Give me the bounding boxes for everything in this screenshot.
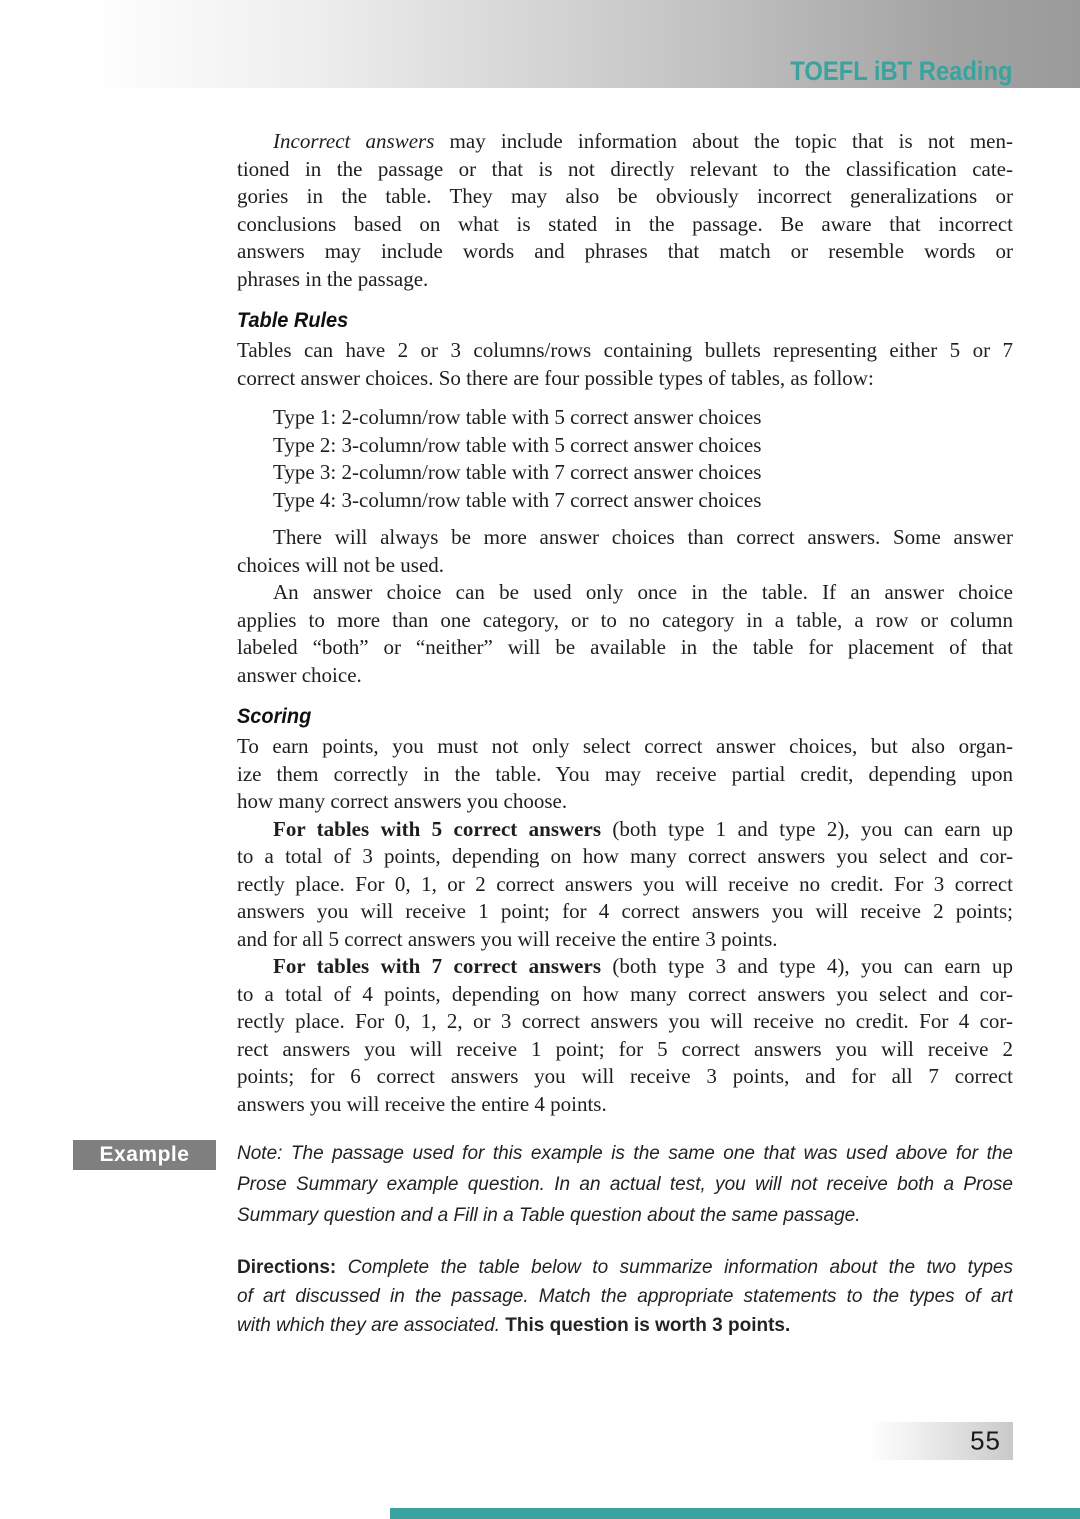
text-line: Summary question and a Fill in a Table question about the same passage. (237, 1205, 861, 1226)
page-number: 55 (970, 1425, 1001, 1456)
paragraph (237, 816, 1013, 954)
text-line: rectly place. For 0, 1, or 2 correct answers you will receive no credit. For 3 correct (237, 871, 1013, 896)
footer-accent-bar (390, 1508, 1080, 1519)
example-section (0, 1138, 1080, 1231)
text-line: points; for 6 correct answers you will receive 3 points, and for all 7 correct (237, 1064, 1013, 1088)
text-line: labeled “both” or “neither” will be available in the table for placement of that (237, 635, 1013, 659)
paragraph (237, 733, 1013, 816)
example-label-box (73, 1140, 216, 1170)
directions-text (237, 1253, 1013, 1340)
text-line: Prose Summary example question. In an actual test, you will not receive both a Prose (237, 1174, 1013, 1195)
text-line: and for all 5 correct answers you will receive the entire 3 points. (237, 926, 778, 951)
text-line: conclusions based on what is stated in the passage. Be aware that incorrect (237, 211, 1013, 236)
text-line: There will always be more answer choices than correct answers. Some answer (273, 525, 1013, 549)
text-line: Type 3: 2-column/row table with 7 correct answer choices (273, 460, 762, 484)
example-note (237, 1138, 1013, 1231)
text-line: For tables with 5 correct answers (both type 1 and type 2), you can earn up (273, 816, 1013, 841)
text-line: to a total of 3 points, depending on how many correct answers you select and cor- (237, 844, 1013, 868)
text-line: Directions: Complete the table below to summarize information about the two types (237, 1257, 1013, 1278)
text-line: phrases in the passage. (237, 266, 429, 291)
paragraph (237, 337, 1013, 392)
text-line: answers you will receive 1 point; for 4 correct answers you will receive 2 points; (237, 899, 1013, 923)
paragraph (237, 579, 1013, 689)
paragraph (237, 953, 1013, 1118)
text-line: how many correct answers you choose. (237, 789, 568, 813)
text-line: correct answer choices. So there are four possible types of tables, as follow: (237, 365, 874, 390)
text-line: Incorrect answers may include information about the topic that is not men- (273, 129, 1013, 153)
page-header-title: TOEFL iBT Reading (790, 56, 1013, 86)
text-line: of art discussed in the passage. Match the appropriate statements to the types of art (237, 1286, 1013, 1307)
text-line: Tables can have 2 or 3 columns/rows containing bullets representing either 5 or 7 (237, 338, 1013, 362)
section-heading: Table Rules (237, 309, 349, 332)
body-content (237, 128, 1013, 1118)
text-line: Type 1: 2-column/row table with 5 correct answer choices (273, 405, 762, 429)
text-line: Type 4: 3-column/row table with 7 correct answer choices (273, 487, 762, 512)
text-line: with which they are associated. This question is worth 3 points. (237, 1315, 791, 1336)
example-label: Example (99, 1143, 190, 1166)
paragraph (237, 128, 1013, 293)
paragraph (237, 524, 1013, 579)
text-line: answer choice. (237, 662, 362, 687)
text-line: To earn points, you must not only select correct answer choices, but also organ- (237, 734, 1013, 758)
text-line: tioned in the passage or that is not directly relevant to the classification cate- (237, 156, 1013, 181)
section-heading: Scoring (237, 705, 312, 728)
text-line: to a total of 4 points, depending on how many correct answers you select and cor- (237, 981, 1013, 1006)
text-line: choices will not be used. (237, 552, 445, 577)
header-gradient-band (0, 0, 1080, 88)
table-type-list (273, 404, 1013, 514)
text-line: answers may include words and phrases that match or resemble words or (237, 239, 1013, 263)
text-line: For tables with 7 correct answers (both type 3 and type 4), you can earn up (273, 954, 1013, 978)
text-line: gories in the table. They may also be obviously incorrect generalizations or (237, 184, 1013, 208)
text-line: ize them correctly in the table. You may receive partial credit, depending upon (237, 761, 1013, 786)
text-line: Type 2: 3-column/row table with 5 correct answer choices (273, 432, 762, 457)
page-number-bar (868, 1422, 1013, 1460)
text-line: rect answers you will receive 1 point; for 5 correct answers you will receive 2 (237, 1036, 1013, 1061)
text-line: Note: The passage used for this example is the same one that was used above for the (237, 1143, 1013, 1164)
text-line: An answer choice can be used only once in the table. If an answer choice (273, 580, 1013, 604)
text-line: rectly place. For 0, 1, 2, or 3 correct answers you will receive no credit. For 4 cor- (237, 1009, 1013, 1033)
text-line: applies to more than one category, or to no category in a table, a row or column (237, 607, 1013, 632)
text-line: answers you will receive the entire 4 points. (237, 1091, 607, 1116)
